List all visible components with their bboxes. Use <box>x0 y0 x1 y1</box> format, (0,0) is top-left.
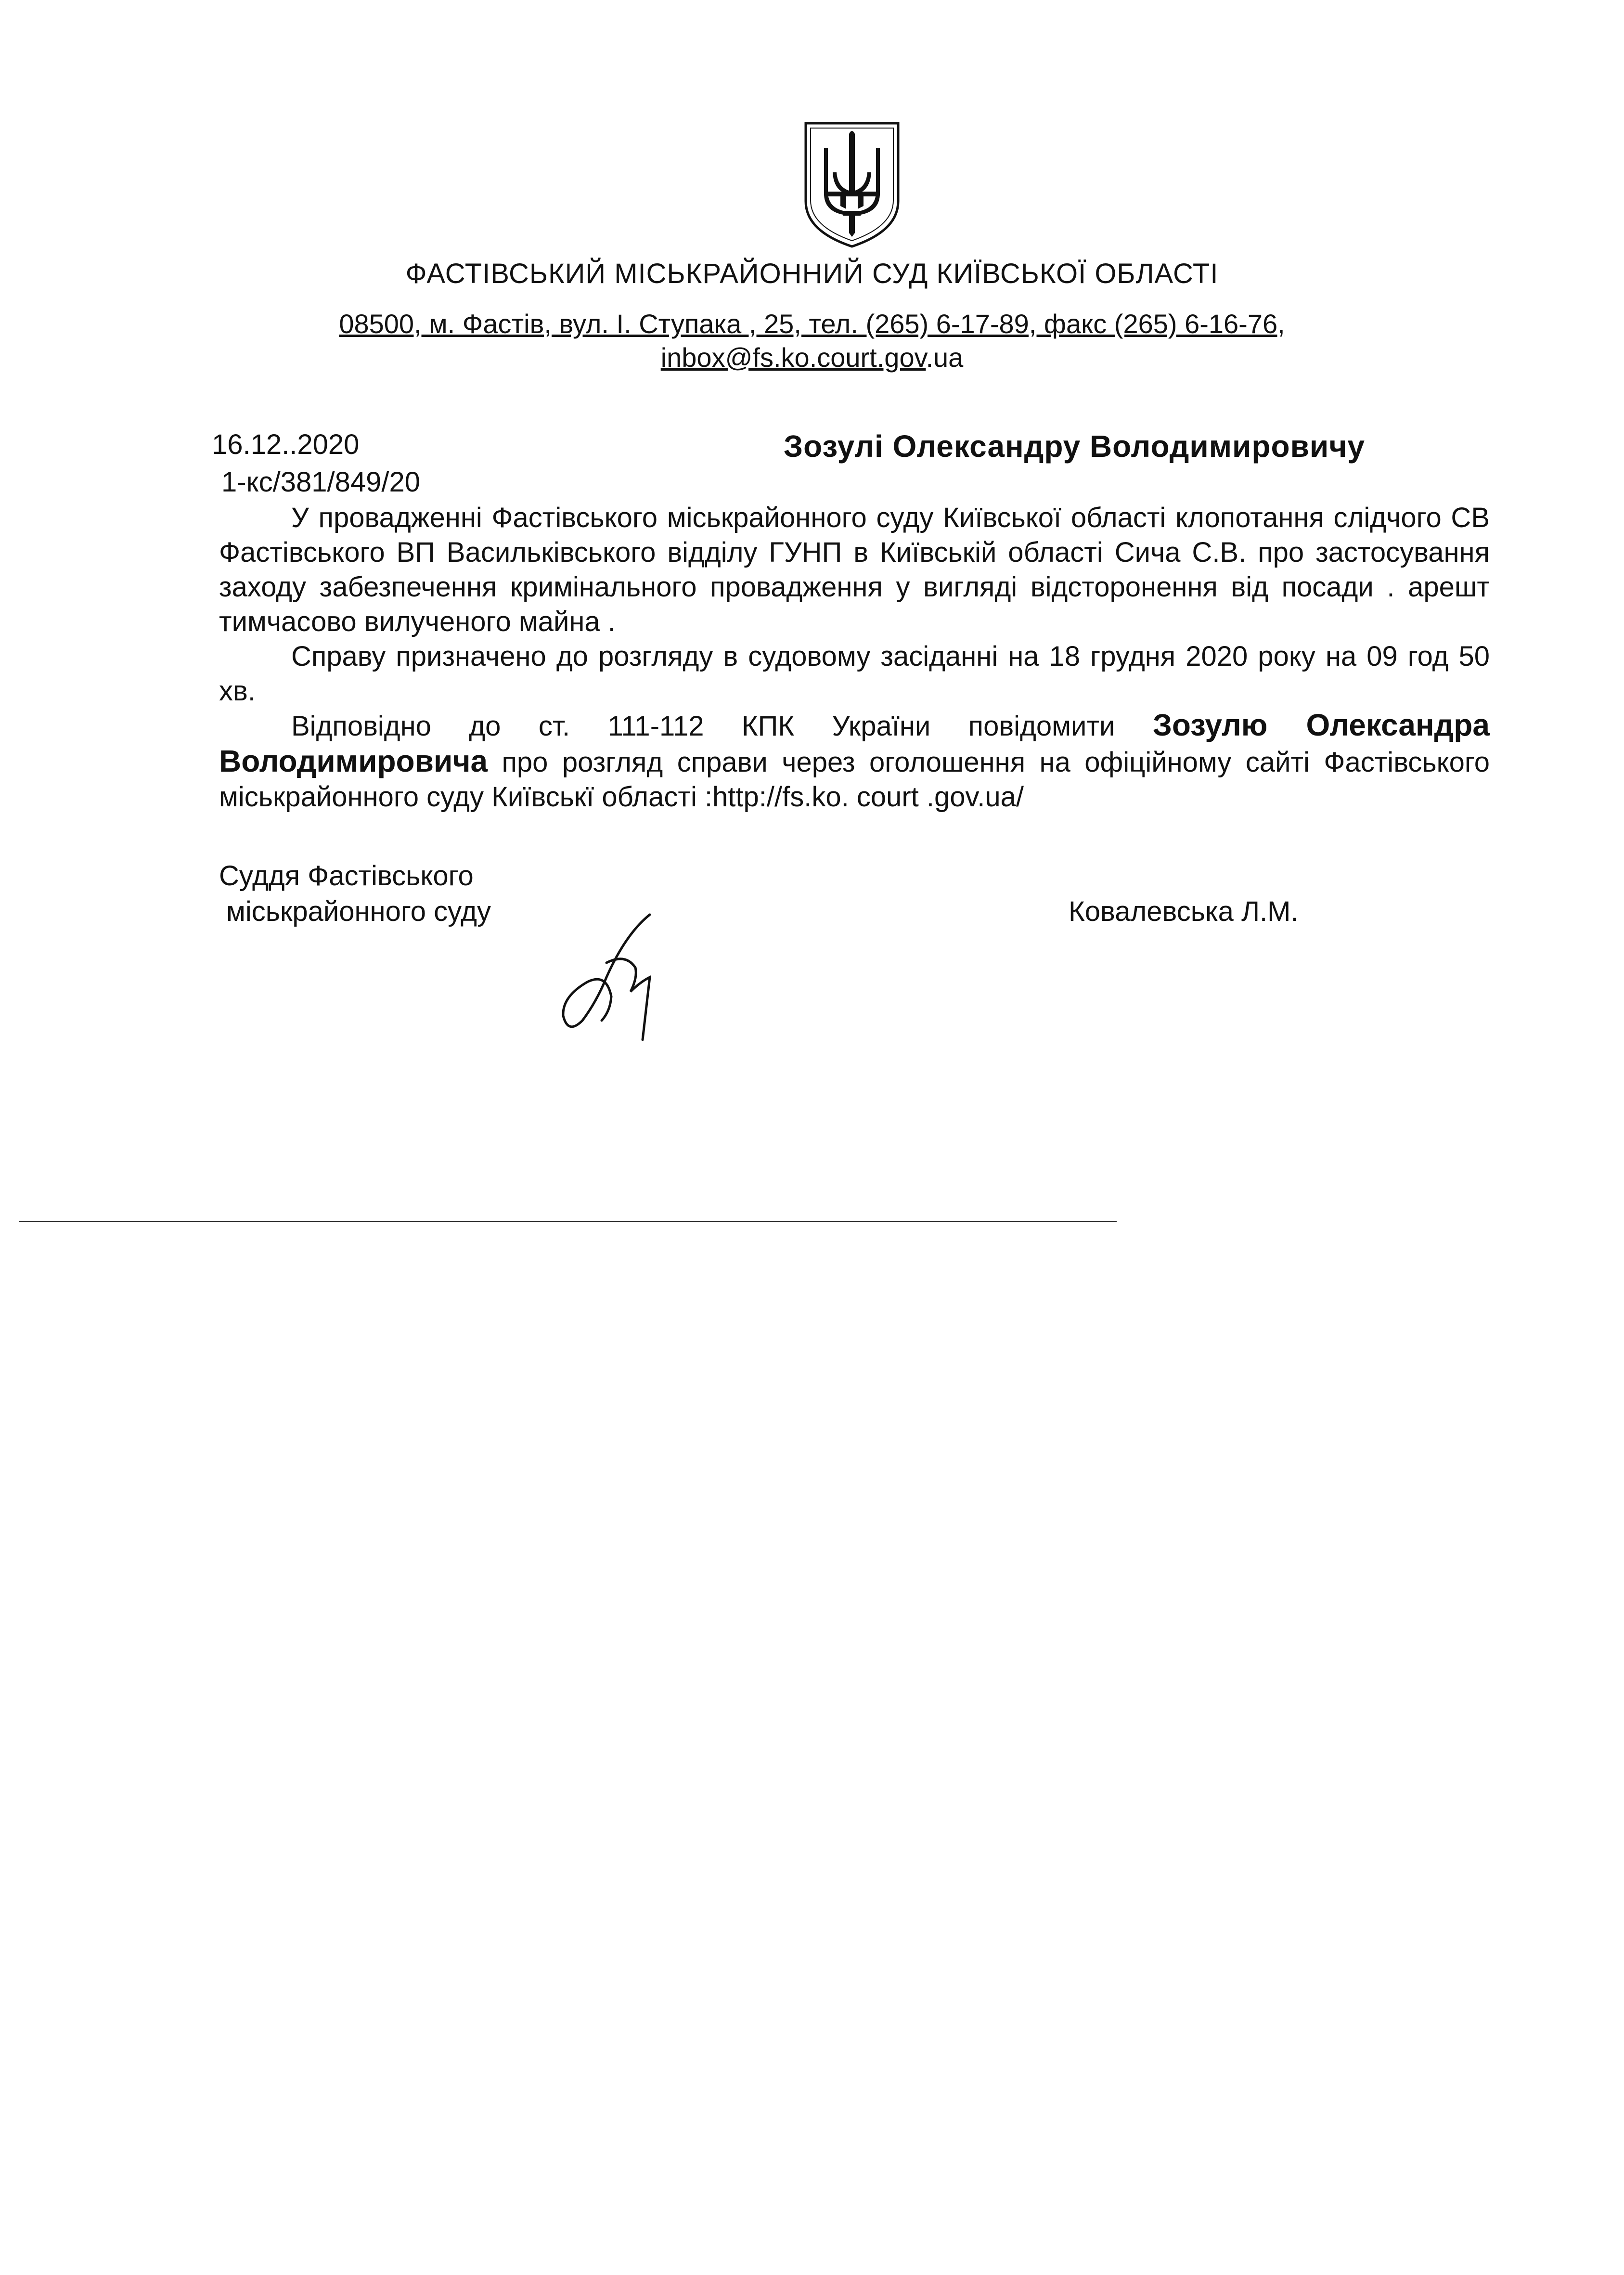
judge-title-line2: міськрайонного суду <box>226 896 491 927</box>
document-date: 16.12..2020 <box>212 429 360 460</box>
paragraph-proceedings: У провадженні Фастівського міськрайонного суду Київської області клопотання слідчого СВ Фастівського ВП Васильківського відділу ГУНП в Київській області Сича С.В. про застосування заходу забезпечення кримінального провадження у вигляді відсторонення від посади . арешт тимчасово вилученого майна . <box>219 502 1490 637</box>
court-email[interactable]: inbox@fs.ko.court.gov <box>660 342 926 373</box>
document-number: 1-кс/381/849/20 <box>221 466 420 498</box>
paragraph-notification <box>219 708 1490 814</box>
court-name: ФАСТІВСЬКИЙ МІСЬКРАЙОННИЙ СУД КИЇВСЬКОЇ ОБЛАСТІ <box>405 258 1219 289</box>
court-address: 08500, м. Фастів, вул. І. Ступака , 25, тел. (265) 6-17-89, факс (265) 6-16-76, <box>339 309 1285 339</box>
recipient-name: Зозулі Олександру Володимировичу <box>784 429 1365 464</box>
paragraph-hearing-date: Справу призначено до розгляду в судовому засіданні на 18 грудня 2020 року на 09 год 50 хв. <box>219 641 1490 707</box>
court-email-suffix: .ua <box>926 342 964 373</box>
notification-text-start: Відповідно до ст. 111-112 КПК України повідомити <box>291 711 1153 742</box>
judge-name: Ковалевська Л.М. <box>1069 896 1299 927</box>
notification-text-end: про розгляд справи через оголошення на офіційному сайті Фастівського міськрайонного суду Київськї області :http://fs.ko. court .gov.ua/ <box>219 747 1490 813</box>
handwritten-signature-icon <box>554 905 679 1049</box>
notified-person-name: Зозулю Олександра Володимировича <box>219 708 1490 778</box>
court-email-line <box>0 342 1624 373</box>
judge-title-line1: Суддя Фастівського <box>219 860 474 892</box>
trident-coat-of-arms-icon <box>799 119 905 249</box>
bottom-divider <box>19 1221 1117 1222</box>
